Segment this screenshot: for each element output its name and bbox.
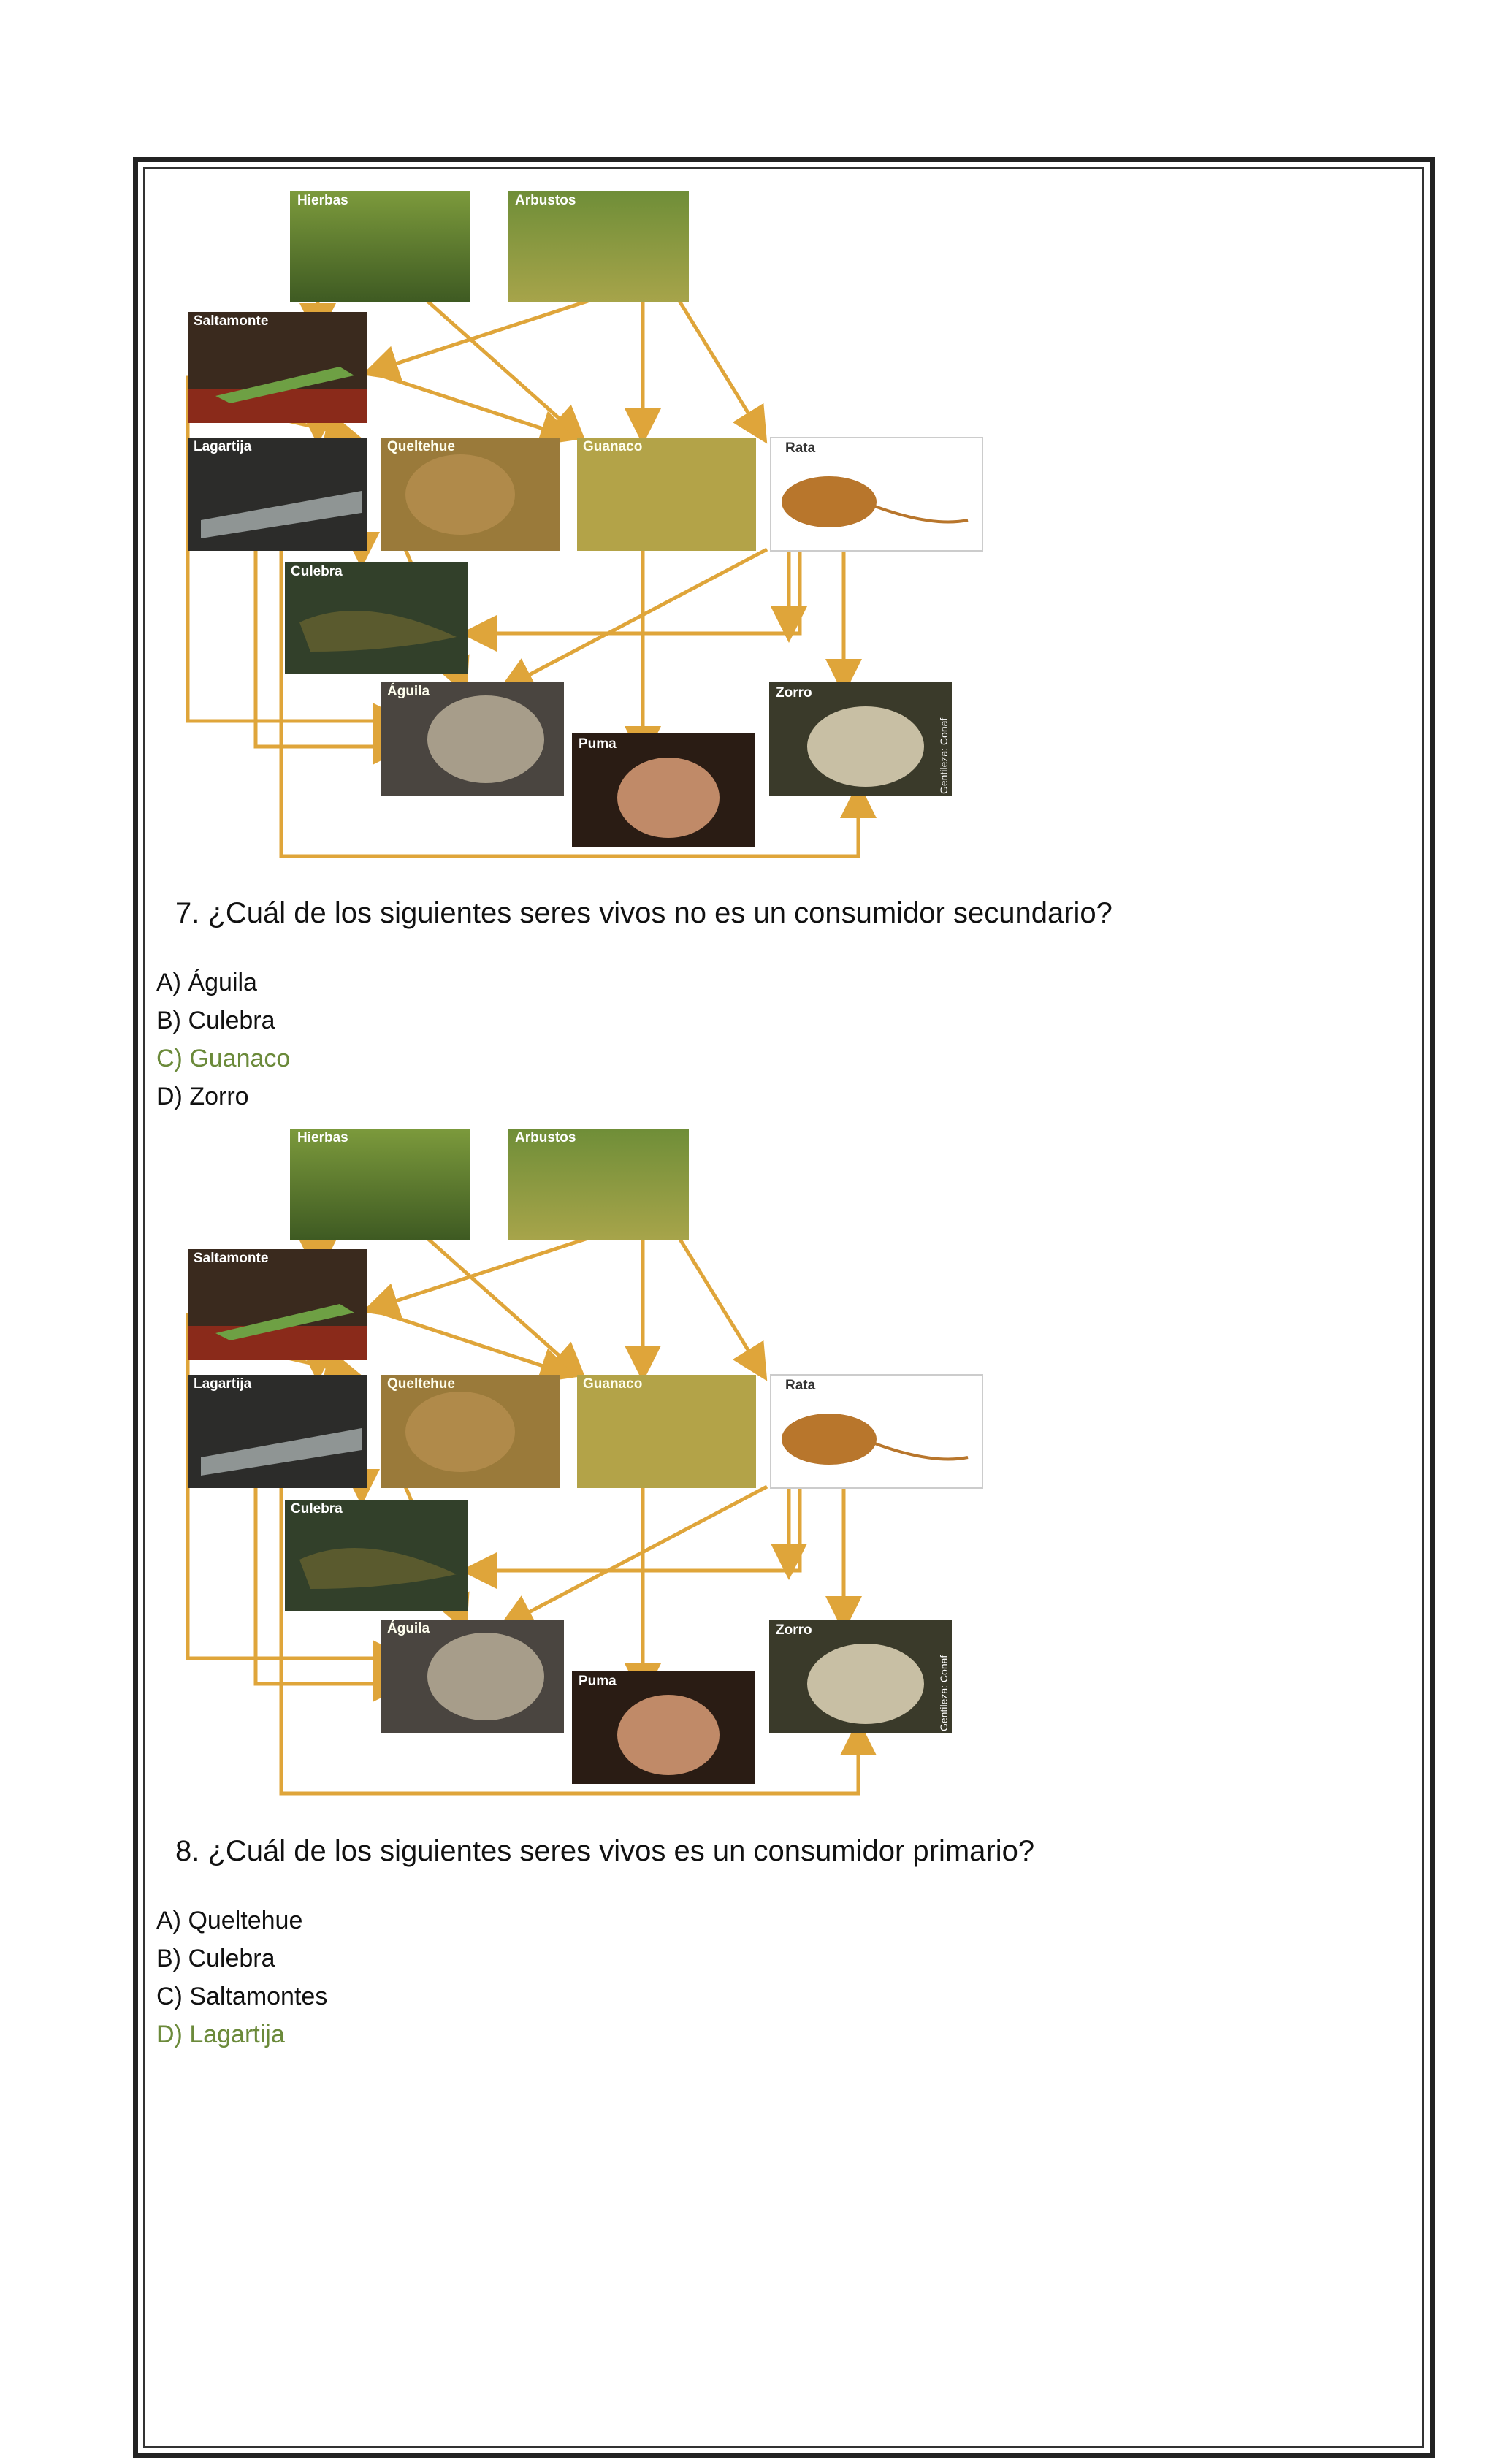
guanaco-photo	[577, 1375, 756, 1488]
culebra-label: Culebra	[291, 564, 343, 579]
rata-label: Rata	[785, 440, 816, 456]
puma-label: Puma	[579, 736, 617, 752]
aguila-label: Águila	[387, 684, 430, 699]
q8-option-a: A) Queltehue	[156, 1907, 303, 1934]
hierbas-label: Hierbas	[297, 1130, 348, 1145]
culebra-label: Culebra	[291, 1501, 343, 1517]
food-web-diagram-1	[172, 184, 997, 863]
arbustos-label: Arbustos	[515, 193, 576, 208]
arbustos-label: Arbustos	[515, 1130, 576, 1145]
zorro-label: Zorro	[776, 1622, 812, 1638]
q7-option-d: D) Zorro	[156, 1083, 249, 1110]
puma-label: Puma	[579, 1674, 617, 1689]
q7-option-c-highlighted: C) Guanaco	[156, 1045, 291, 1072]
aguila-label: Águila	[387, 1621, 430, 1636]
saltamonte-label: Saltamonte	[194, 1251, 269, 1266]
question-8-text: 8. ¿Cuál de los siguientes seres vivos es un consumidor primario?	[175, 1835, 1035, 1867]
hierbas-label: Hierbas	[297, 193, 348, 208]
question-7-text: 7. ¿Cuál de los siguientes seres vivos no es un consumidor secundario?	[175, 897, 1113, 929]
q8-option-c: C) Saltamontes	[156, 1983, 328, 2010]
lagartija-label: Lagartija	[194, 439, 252, 454]
lagartija-label: Lagartija	[194, 1376, 252, 1392]
saltamonte-label: Saltamonte	[194, 313, 269, 329]
guanaco-photo	[577, 438, 756, 551]
photo-credit: Gentileza: Conaf	[938, 1655, 950, 1731]
q8-option-b: B) Culebra	[156, 1945, 275, 1972]
guanaco-label: Guanaco	[583, 1376, 643, 1392]
photo-credit: Gentileza: Conaf	[938, 717, 950, 794]
rata-label: Rata	[785, 1378, 816, 1393]
q7-option-b: B) Culebra	[156, 1007, 275, 1034]
queltehue-label: Queltehue	[387, 1376, 455, 1392]
zorro-label: Zorro	[776, 685, 812, 701]
guanaco-label: Guanaco	[583, 439, 643, 454]
q8-option-d-highlighted: D) Lagartija	[156, 2021, 285, 2048]
queltehue-label: Queltehue	[387, 439, 455, 454]
q7-option-a: A) Águila	[156, 969, 257, 996]
food-web-diagram-2	[172, 1121, 997, 1801]
